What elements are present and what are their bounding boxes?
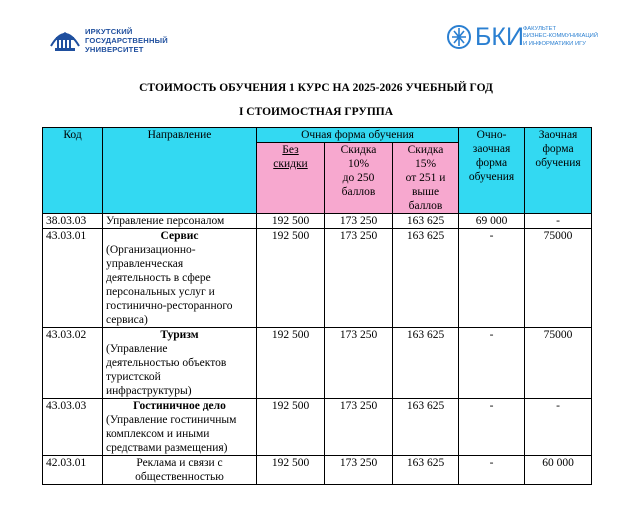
header-line: выше <box>411 186 440 198</box>
header-full-time: Очная форма обучения <box>257 128 459 143</box>
university-logo <box>48 24 178 56</box>
cell-part-time: - <box>459 399 525 456</box>
cell-discount-15: 163 625 <box>393 229 459 328</box>
header-line: Заочная <box>538 129 578 141</box>
direction-detail-line: деятельностью объектов <box>106 357 227 369</box>
cell-discount-10: 173 250 <box>325 214 393 229</box>
cell-discount-10: 173 250 <box>325 328 393 399</box>
university-name-line: ГОСУДАРСТВЕННЫЙ <box>85 36 168 46</box>
header-no-discount <box>257 143 325 214</box>
cell-discount-10: 173 250 <box>325 399 393 456</box>
table-row <box>43 456 592 485</box>
cell-discount-10: 173 250 <box>325 456 393 485</box>
university-name <box>85 27 168 55</box>
header-line: обучения <box>468 171 515 183</box>
direction-detail-line: персональных услуг и <box>106 286 215 298</box>
header-discount-10 <box>325 143 393 214</box>
direction-title: Гостиничное дело <box>133 400 226 412</box>
cell-correspondence: - <box>525 214 592 229</box>
faculty-name-line: БИЗНЕС-КОММУНИКАЦИЙ <box>523 33 599 40</box>
header-direction: Направление <box>103 128 257 214</box>
faculty-full-name <box>523 26 598 48</box>
cell-correspondence: 75000 <box>525 229 592 328</box>
header-line: скидки <box>273 158 308 170</box>
cell-no-discount: 192 500 <box>257 328 325 399</box>
header-line: до 250 <box>342 172 375 184</box>
cell-no-discount: 192 500 <box>257 399 325 456</box>
cell-direction <box>103 328 257 399</box>
header-line: форма <box>475 157 508 169</box>
header-line: Скидка <box>340 144 377 156</box>
cell-part-time: - <box>459 229 525 328</box>
faculty-name-line: ФАКУЛЬТЕТ <box>523 26 557 32</box>
cell-discount-15: 163 625 <box>393 456 459 485</box>
header-line: 15% <box>414 158 437 170</box>
faculty-abbrev: БКИ <box>475 23 524 51</box>
cell-discount-15: 163 625 <box>393 399 459 456</box>
cell-code: 43.03.03 <box>43 399 103 456</box>
direction-detail-line: инфраструктуры) <box>106 385 192 397</box>
cell-direction <box>103 229 257 328</box>
header-line: баллов <box>341 186 376 198</box>
direction-detail-line: управленческая <box>106 258 184 270</box>
university-name-line: ИРКУТСКИЙ <box>85 27 133 36</box>
cell-correspondence: 60 000 <box>525 456 592 485</box>
header-line: обучения <box>535 157 581 169</box>
header-line: Скидка <box>407 144 444 156</box>
direction-detail-line: туристской <box>106 371 161 383</box>
faculty-logo <box>444 22 599 56</box>
header-line: форма <box>542 143 574 155</box>
header-correspondence <box>525 128 592 214</box>
direction-detail-line: (Управление гостиничным <box>106 414 237 426</box>
cell-correspondence: - <box>525 399 592 456</box>
cell-part-time: - <box>459 456 525 485</box>
direction-detail-line: комплексом и иными <box>106 428 210 440</box>
cell-code: 43.03.02 <box>43 328 103 399</box>
header-line: от 251 и <box>405 172 446 184</box>
university-name-line: УНИВЕРСИТЕТ <box>85 45 144 55</box>
faculty-logo-icon <box>444 22 474 52</box>
header-line: заочная <box>472 143 511 155</box>
table-row <box>43 328 592 399</box>
document-subtitle: I СТОИМОСТНАЯ ГРУППА <box>238 106 394 118</box>
direction-detail-line: (Управление <box>106 343 168 355</box>
tuition-table <box>42 127 592 485</box>
table-row <box>43 229 592 328</box>
cell-code: 42.03.01 <box>43 456 103 485</box>
header-line: Очно- <box>476 129 507 141</box>
university-seal-icon <box>48 24 82 54</box>
cell-no-discount: 192 500 <box>257 214 325 229</box>
cell-correspondence: 75000 <box>525 328 592 399</box>
header-part-time <box>459 128 525 214</box>
cell-direction: Реклама и связи с общественностью <box>103 456 257 485</box>
direction-title: Сервис <box>160 230 199 242</box>
cell-discount-10: 173 250 <box>325 229 393 328</box>
header-line: Без <box>282 144 299 156</box>
header-line: 10% <box>347 158 370 170</box>
header-code: Код <box>43 128 103 214</box>
direction-detail-line: средствами размещения) <box>106 442 228 454</box>
cell-code: 38.03.03 <box>43 214 103 229</box>
cell-discount-15: 163 625 <box>393 328 459 399</box>
table-row <box>43 214 592 229</box>
table-header-row <box>43 128 592 143</box>
cell-discount-15: 163 625 <box>393 214 459 229</box>
direction-detail-line: сервиса) <box>106 314 148 326</box>
faculty-name-line: И ИНФОРМАТИКИ ИГУ <box>523 40 586 47</box>
direction-detail-line: гостинично-ресторанного <box>106 300 233 312</box>
cell-part-time: 69 000 <box>459 214 525 229</box>
direction-detail-line: деятельность в сфере <box>106 272 211 284</box>
cell-no-discount: 192 500 <box>257 456 325 485</box>
direction-title: Туризм <box>160 329 199 341</box>
cell-no-discount: 192 500 <box>257 229 325 328</box>
header-line: баллов <box>408 200 443 212</box>
header-discount-15 <box>393 143 459 214</box>
cell-part-time: - <box>459 328 525 399</box>
cell-code: 43.03.01 <box>43 229 103 328</box>
table-row <box>43 399 592 456</box>
document-title: СТОИМОСТЬ ОБУЧЕНИЯ 1 КУРС НА 2025-2026 УЧЕБНЫЙ ГОД <box>139 82 493 94</box>
cell-direction <box>103 399 257 456</box>
direction-detail-line: (Организационно- <box>106 244 196 256</box>
cell-direction: Управление персоналом <box>103 214 257 229</box>
